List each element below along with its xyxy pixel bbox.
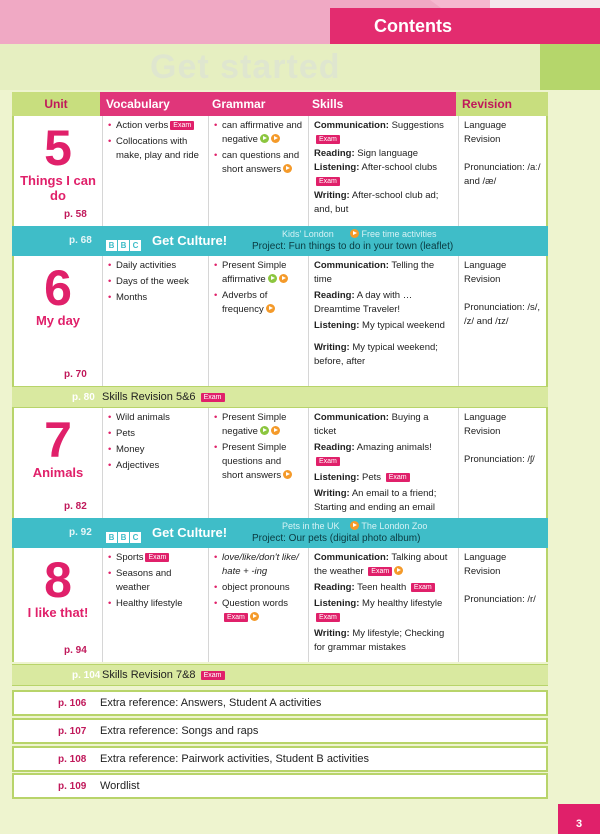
top-banner — [0, 0, 600, 44]
exam-badge: Exam — [170, 121, 194, 130]
grammar-cell — [208, 116, 308, 226]
unit-number: 7 — [44, 412, 72, 468]
get-culture-bar — [12, 226, 548, 256]
bbc-logo: B B C — [106, 235, 142, 253]
video-play-icon — [279, 274, 288, 283]
grammar-item: • Question words Exam — [214, 597, 303, 625]
vocabulary-cell — [102, 408, 208, 518]
vocab-item: • Months — [108, 291, 203, 305]
extra-row — [12, 746, 548, 772]
bbc-logo: B B C — [106, 527, 142, 545]
unit-page: p. 58 — [64, 209, 87, 220]
culture-page: p. 68 — [69, 235, 92, 246]
pronunciation-label: Pronunciation: /aː/ and /æ/ — [464, 162, 541, 187]
vocabulary-cell — [102, 256, 208, 386]
header-unit: Unit — [12, 92, 100, 116]
unit-cell — [14, 408, 102, 518]
unit-page: p. 82 — [64, 501, 87, 512]
vocab-item: • Adjectives — [108, 459, 203, 473]
skill-line: Listening: After-school clubs Exam — [314, 162, 438, 185]
vocab-item: • Seasons and weather — [108, 567, 203, 595]
extra-page: p. 106 — [58, 698, 87, 709]
exam-badge: Exam — [411, 583, 435, 592]
skills-revision-title: Skills Revision 7&8 Exam — [102, 669, 225, 681]
culture-video: The London Zoo — [348, 521, 427, 531]
header-skills: Skills — [306, 92, 456, 116]
unit-cell — [14, 256, 102, 386]
video-play-icon — [350, 229, 359, 238]
grammar-item: • Present Simple negative — [214, 411, 303, 439]
culture-video: Kids' London — [282, 229, 334, 239]
extra-page: p. 108 — [58, 754, 87, 765]
unit-name: My day — [35, 313, 81, 328]
unit-name: I like that! — [27, 605, 89, 620]
get-culture-bar — [12, 518, 548, 548]
skill-line: Communication: Telling the time — [314, 260, 435, 285]
vocab-item: • Money — [108, 443, 203, 457]
unit-name: Things I can do — [20, 173, 96, 203]
exam-badge: Exam — [386, 473, 410, 482]
extra-page: p. 109 — [58, 781, 87, 792]
skill-line: Reading: A day with … Dreamtime Traveler! — [314, 290, 413, 315]
exam-badge: Exam — [316, 177, 340, 186]
video-play-icon — [283, 164, 292, 173]
extra-title: Extra reference: Pairwork activities, Student B activities — [100, 753, 369, 765]
exam-badge: Exam — [368, 567, 392, 576]
revision-label: Language Revision — [464, 120, 507, 145]
skills-revision-title: Skills Revision 5&6 Exam — [102, 391, 225, 403]
extra-title: Wordlist — [100, 780, 140, 792]
skill-line: Writing: My lifestyle; Checking for grammar mistakes — [314, 628, 445, 653]
exam-badge: Exam — [316, 135, 340, 144]
extra-row — [12, 690, 548, 716]
video-play-icon — [266, 304, 275, 313]
video-play-icon — [271, 426, 280, 435]
vocab-item: • Wild animals — [108, 411, 203, 425]
extra-row — [12, 718, 548, 744]
extra-page: p. 107 — [58, 726, 87, 737]
header-revision: Revision — [456, 92, 548, 116]
culture-video: Pets in the UK — [282, 521, 340, 531]
page-title: Contents — [330, 8, 600, 44]
grammar-cell — [208, 256, 308, 386]
revision-label: Language Revision — [464, 552, 507, 577]
skill-line: Writing: An email to a friend; Starting and ending an email — [314, 488, 437, 513]
revision-cell — [458, 548, 550, 662]
skill-line: Reading: Amazing animals! Exam — [314, 442, 432, 465]
culture-video: Free time activities — [348, 229, 437, 239]
grammar-item: • Present Simple affirmative — [214, 259, 303, 287]
grammar-item: • object pronouns — [214, 581, 303, 595]
unit-row-5 — [12, 116, 548, 226]
skills-revision-bar — [12, 386, 548, 408]
extra-title: Extra reference: Songs and raps — [100, 725, 259, 737]
exam-badge: Exam — [224, 613, 248, 622]
skill-line: Listening: Pets Exam — [314, 471, 453, 485]
get-culture-title: Get Culture! — [152, 525, 228, 540]
skill-line: Writing: My typical weekend; before, after — [314, 342, 438, 367]
vocabulary-cell — [102, 116, 208, 226]
get-culture-title: Get Culture! — [152, 233, 228, 248]
unit-row-7 — [12, 408, 548, 518]
vocab-item: • Healthy lifestyle — [108, 597, 203, 611]
culture-project: Project: Fun things to do in your town (leaflet) — [252, 241, 454, 252]
grammar-item: • can questions and short answers — [214, 149, 303, 177]
unit-page: p. 70 — [64, 369, 87, 380]
unit-page: p. 94 — [64, 645, 87, 656]
skill-line: Listening: My typical weekend — [314, 320, 445, 331]
pronunciation-label: Pronunciation: /ʃ/ — [464, 454, 535, 465]
revision-label: Language Revision — [464, 412, 507, 437]
grammar-video-icon — [260, 134, 269, 143]
exam-badge: Exam — [145, 553, 169, 562]
revision-cell — [458, 256, 550, 386]
culture-page: p. 92 — [69, 527, 92, 538]
skills-cell — [308, 256, 458, 386]
vocab-item: • Days of the week — [108, 275, 203, 289]
unit-number: 6 — [44, 260, 72, 316]
extra-title: Extra reference: Answers, Student A activities — [100, 697, 322, 709]
unit-row-6 — [12, 256, 548, 386]
skills-cell — [308, 548, 458, 662]
exam-badge: Exam — [316, 613, 340, 622]
ghost-heading: Get started — [150, 48, 341, 86]
exam-badge: Exam — [316, 457, 340, 466]
exam-badge: Exam — [201, 671, 225, 680]
skill-line: Reading: Sign language — [314, 148, 419, 159]
vocab-item: • Daily activities — [108, 259, 203, 273]
unit-row-8 — [12, 548, 548, 662]
grammar-item: • Present Simple questions and short answers — [214, 441, 303, 483]
lime-block — [540, 44, 600, 90]
grammar-video-icon — [268, 274, 277, 283]
skill-line: Communication: Buying a ticket — [314, 412, 429, 437]
unit-cell — [14, 548, 102, 662]
skill-line: Reading: Teen health Exam — [314, 581, 453, 595]
vocab-item: • Pets — [108, 427, 203, 441]
header-vocabulary: Vocabulary — [100, 92, 206, 116]
skills-revision-bar — [12, 664, 548, 686]
grammar-item: • Adverbs of frequency — [214, 289, 303, 317]
video-play-icon — [394, 566, 403, 575]
vocab-item: • Sports Exam — [108, 551, 203, 565]
revision-cell — [458, 116, 550, 226]
vocab-item: • Action verbs Exam — [108, 119, 203, 133]
skill-line: Writing: After-school club ad; and, but — [314, 190, 439, 215]
vocab-item: • Collocations with make, play and ride — [108, 135, 203, 163]
skill-line: Communication: Suggestions Exam — [314, 120, 444, 143]
page-number: 3 — [558, 804, 600, 834]
video-play-icon — [283, 470, 292, 479]
skills-revision-page: p. 80 — [72, 392, 95, 403]
pronunciation-label: Pronunciation: /r/ — [464, 594, 536, 605]
revision-cell — [458, 408, 550, 518]
culture-project: Project: Our pets (digital photo album) — [252, 533, 421, 544]
skills-cell — [308, 116, 458, 226]
skills-cell — [308, 408, 458, 518]
video-play-icon — [350, 521, 359, 530]
video-play-icon — [250, 612, 259, 621]
vocabulary-cell — [102, 548, 208, 662]
skill-line: Communication: Talking about the weather Exam — [314, 552, 448, 577]
grammar-item: • can affirmative and negative — [214, 119, 303, 147]
pronunciation-label: Pronunciation: /s/, /z/ and /ɪz/ — [464, 302, 541, 327]
grammar-cell — [208, 548, 308, 662]
unit-cell — [14, 116, 102, 226]
grammar-item: • love/like/don't like/ hate + -ing — [214, 551, 303, 579]
skills-revision-page: p. 104 — [72, 670, 101, 681]
revision-label: Language Revision — [464, 260, 507, 285]
header-grammar: Grammar — [206, 92, 306, 116]
unit-name: Animals — [32, 465, 84, 480]
skill-line: Listening: My healthy lifestyle Exam — [314, 598, 443, 621]
grammar-video-icon — [260, 426, 269, 435]
unit-number: 8 — [44, 552, 72, 608]
grammar-cell — [208, 408, 308, 518]
exam-badge: Exam — [201, 393, 225, 402]
video-play-icon — [271, 134, 280, 143]
unit-number: 5 — [44, 120, 72, 176]
extra-row — [12, 773, 548, 799]
